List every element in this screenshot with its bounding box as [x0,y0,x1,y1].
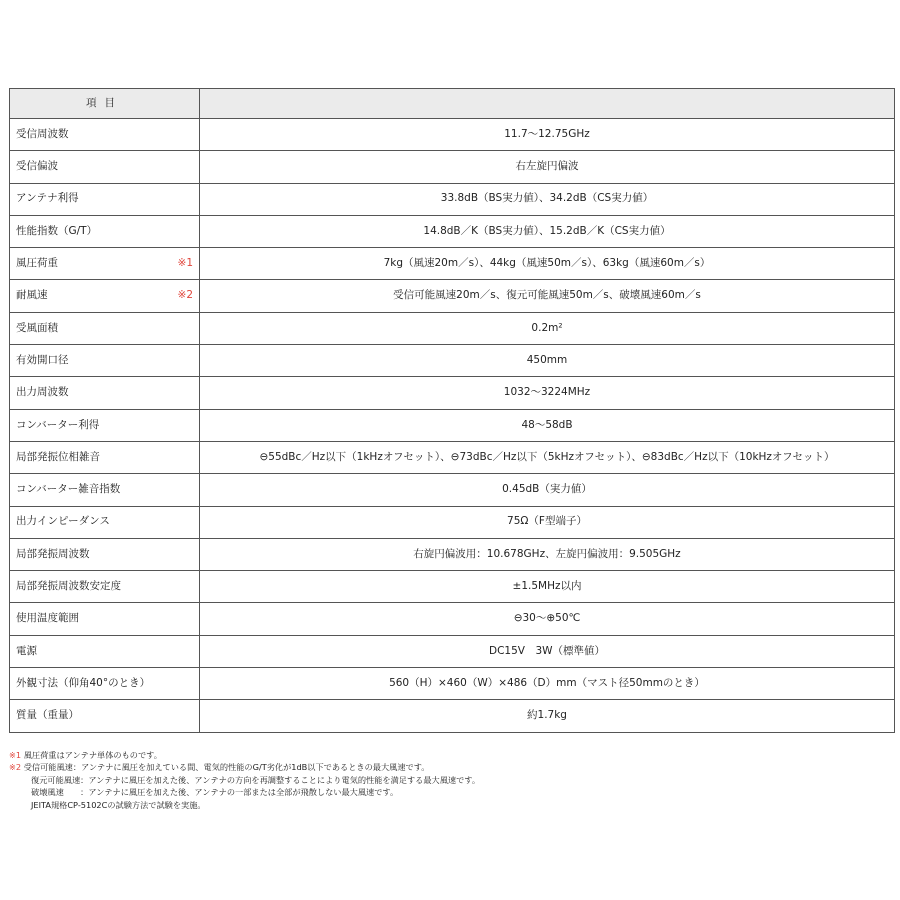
row-label-cell [10,377,200,409]
footnote-2-line-3: 破壊風速 ：アンテナに風圧を加えた後、アンテナの一部または全部が飛散しない最大風速です。 [31,787,399,798]
row-value-cell: 右左旋円偏波 [200,151,895,183]
row-label: 出力インピーダンス [16,515,110,528]
row-label: 性能指数（G/T） [16,224,98,237]
row-label: 受信周波数 [16,127,69,140]
row-label-cell [10,700,200,732]
spec-table-body [10,89,895,733]
spec-table [9,88,895,733]
row-label-cell [10,635,200,667]
table-row [10,151,895,183]
row-label: アンテナ利得 [16,192,79,205]
row-label: 局部発振周波数 [16,547,90,560]
row-label: 有効開口径 [16,353,69,366]
row-value-cell: ⊖55dBc／Hz以下（1kHzオフセット）、⊖73dBc／Hz以下（5kHzオフセット）、⊖83dBc／Hz以下（10kHzオフセット） [200,441,895,473]
footnote-2-line-2: 復元可能風速：アンテナに風圧を加えた後、アンテナの方向を再調整することにより電気的性能を満足する最大風速です。 [31,774,481,785]
row-value-cell: 33.8dB（BS実力値）、34.2dB（CS実力値） [200,183,895,215]
table-row [10,248,895,280]
table-row [10,538,895,570]
row-value-cell: DC15V 3W（標準値） [200,635,895,667]
table-row [10,119,895,151]
row-label-cell [10,345,200,377]
table-row [10,377,895,409]
row-label: 出力周波数 [16,386,69,399]
row-label-cell [10,183,200,215]
row-value-cell: 75Ω（F型端子） [200,506,895,538]
table-header-row [10,89,895,119]
row-value-cell: 約1.7kg [200,700,895,732]
row-label: 使用温度範囲 [16,612,79,625]
row-label-cell [10,119,200,151]
row-value-cell: 450mm [200,345,895,377]
row-label: 風圧荷重 [16,257,58,270]
row-label: 受信偏波 [16,160,58,173]
table-row [10,603,895,635]
table-row [10,215,895,247]
row-value-cell: 7kg（風速20m／s）、44kg（風速50m／s）、63kg（風速60m／s） [200,248,895,280]
footnotes [9,749,889,811]
row-note-mark: ※2 [177,289,193,302]
header-value-cell [200,89,895,119]
footnote-2 [9,761,889,773]
row-label-cell [10,280,200,312]
table-row [10,345,895,377]
footnote-2-mark: ※2 [9,762,22,773]
row-label-cell [10,409,200,441]
row-label-cell [10,312,200,344]
table-row [10,635,895,667]
footnote-2-text: 受信可能風速：アンテナに風圧を加えている間、電気的性能のG/T劣化が1dB以下であるときの最大風速です。 [23,762,430,773]
row-label: 受風面積 [16,321,58,334]
footnote-2-line-4: JEITA規格CP-5102Cの試験方法で試験を実施。 [31,799,206,810]
table-row [10,280,895,312]
table-row [10,571,895,603]
row-label-cell [10,571,200,603]
row-value-cell: 右旋円偏波用：10.678GHz、左旋円偏波用：9.505GHz [200,538,895,570]
footnote-1-mark: ※1 [9,750,22,760]
footnote-1 [9,749,889,761]
row-label-cell [10,215,200,247]
row-label: 外観寸法（仰角40°のとき） [16,676,151,689]
row-value-cell: 560（H）×460（W）×486（D）mm（マスト径50mmのとき） [200,668,895,700]
table-row [10,409,895,441]
table-row [10,506,895,538]
row-label: 質量（重量） [16,709,79,722]
row-value-cell: 1032～3224MHz [200,377,895,409]
row-note-mark: ※1 [177,257,193,270]
table-row [10,700,895,732]
row-value-cell: 受信可能風速20m／s、復元可能風速50m／s、破壊風速60m／s [200,280,895,312]
row-label: コンバーター利得 [16,418,100,431]
row-label: 耐風速 [16,289,48,302]
row-label-cell [10,441,200,473]
row-label: 局部発振位相雑音 [16,450,100,463]
row-label-cell [10,668,200,700]
row-label-cell [10,603,200,635]
table-row [10,668,895,700]
row-label: コンバーター雑音指数 [16,483,121,496]
row-value-cell: 0.2m² [200,312,895,344]
row-label-cell [10,538,200,570]
row-value-cell: 0.45dB（実力値） [200,474,895,506]
table-row [10,441,895,473]
row-label-cell [10,248,200,280]
header-item-cell: 項目 [10,89,200,119]
row-label-cell [10,506,200,538]
table-row [10,474,895,506]
row-value-cell: 48～58dB [200,409,895,441]
row-label-cell [10,474,200,506]
table-row [10,183,895,215]
row-value-cell: 14.8dB／K（BS実力値）、15.2dB／K（CS実力値） [200,215,895,247]
row-value-cell: ±1.5MHz以内 [200,571,895,603]
table-row [10,312,895,344]
row-value-cell: 11.7～12.75GHz [200,119,895,151]
row-value-cell: ⊖30～⊕50℃ [200,603,895,635]
row-label-cell [10,151,200,183]
row-label: 局部発振周波数安定度 [16,580,121,593]
footnote-1-text: 風圧荷重はアンテナ単体のものです。 [23,750,162,760]
row-label: 電源 [16,644,37,657]
